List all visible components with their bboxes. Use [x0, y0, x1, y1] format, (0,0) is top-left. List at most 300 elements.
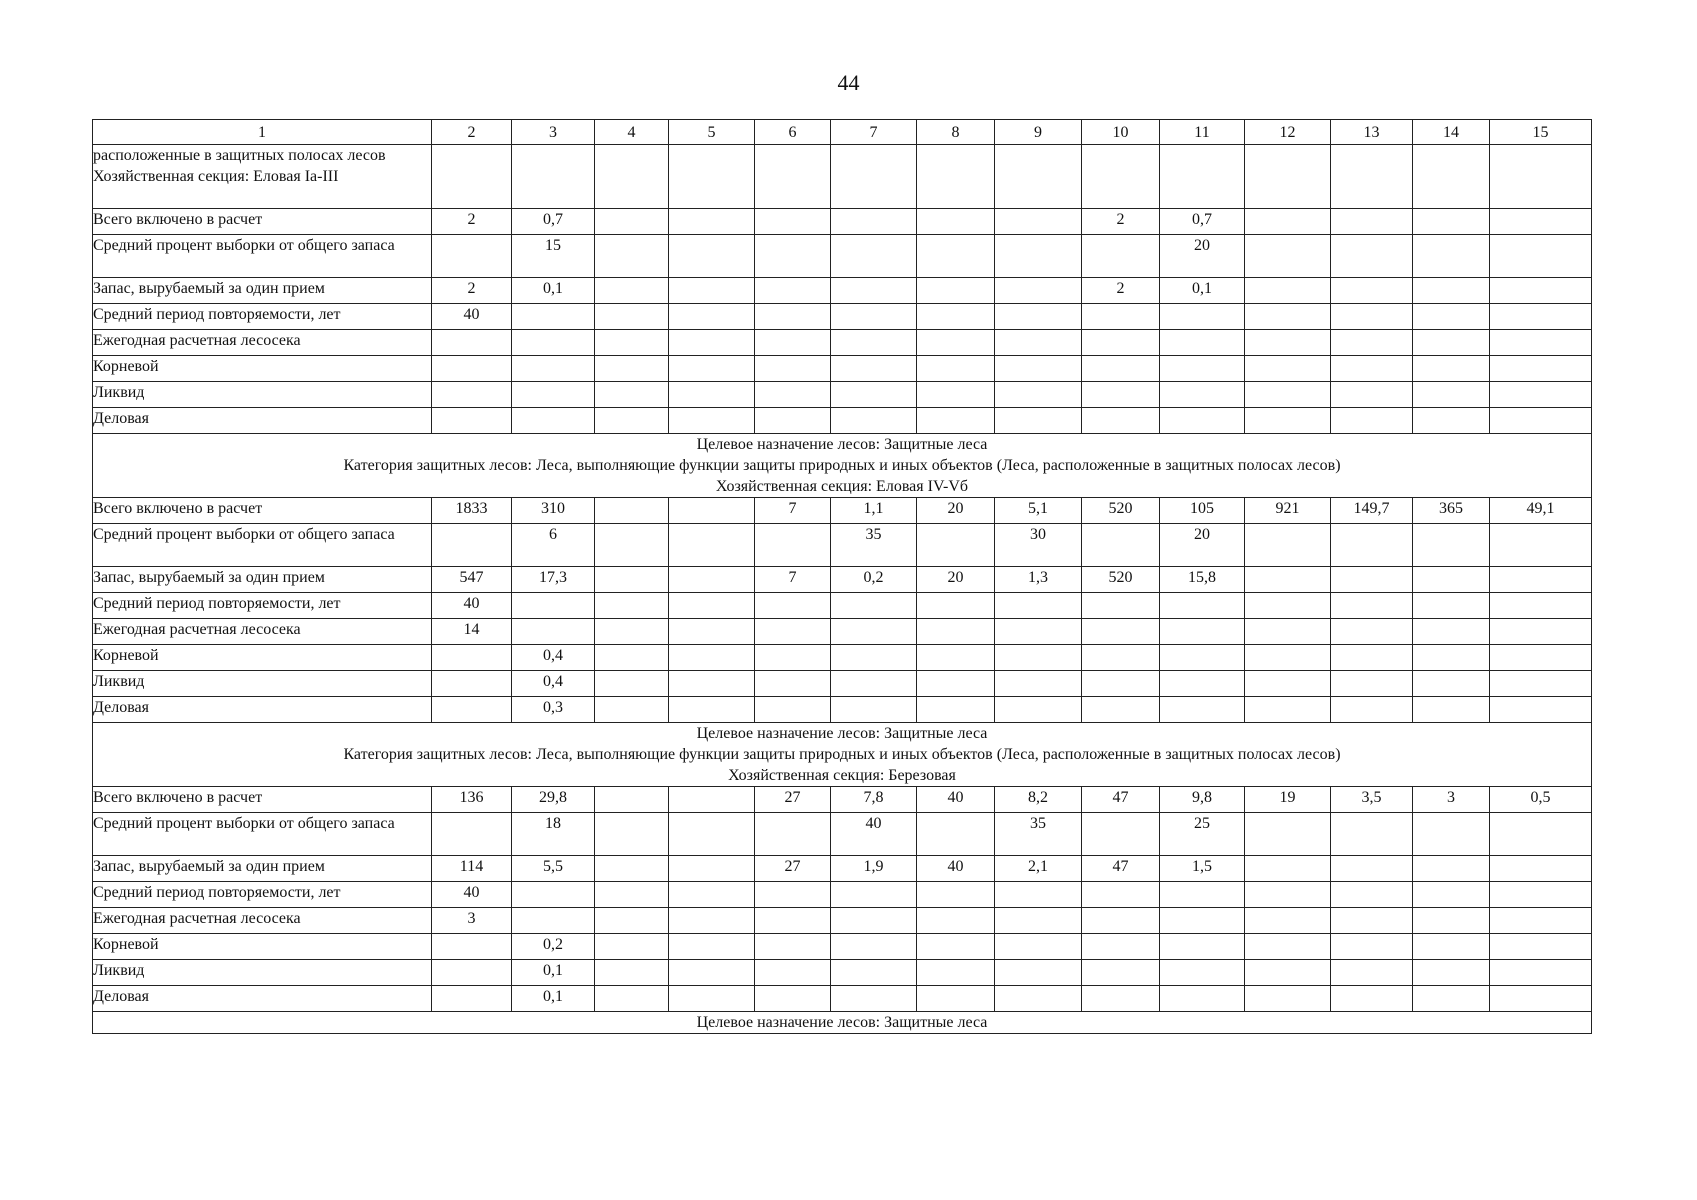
table-row [93, 934, 1592, 960]
table-cell: 0,1 [1160, 278, 1245, 304]
row-label: Ликвид [93, 960, 432, 986]
table-cell [669, 356, 755, 382]
table-cell [1160, 330, 1245, 356]
table-cell [831, 697, 917, 723]
table-cell: 47 [1082, 787, 1160, 813]
table-cell [1331, 908, 1413, 934]
column-number: 13 [1331, 120, 1413, 145]
table-cell [1490, 382, 1592, 408]
table-cell: 20 [1160, 235, 1245, 278]
row-label: Всего включено в расчет [93, 209, 432, 235]
table-cell [831, 645, 917, 671]
table-cell [755, 304, 831, 330]
table-row [93, 235, 1592, 278]
table-body [93, 120, 1592, 1034]
table-cell [1413, 593, 1490, 619]
table-cell [595, 330, 669, 356]
table-cell [1245, 567, 1331, 593]
row-label: Запас, вырубаемый за один прием [93, 567, 432, 593]
table-cell [1413, 382, 1490, 408]
table-cell [1245, 934, 1331, 960]
table-cell [755, 619, 831, 645]
table-cell: 0,2 [831, 567, 917, 593]
table-cell [755, 356, 831, 382]
column-number: 6 [755, 120, 831, 145]
table-cell [1245, 145, 1331, 209]
table-row [93, 986, 1592, 1012]
table-cell [1160, 619, 1245, 645]
table-cell [1082, 382, 1160, 408]
table-cell [831, 986, 917, 1012]
row-label: Корневой [93, 356, 432, 382]
table-cell [669, 986, 755, 1012]
table-cell: 0,1 [512, 960, 595, 986]
table-cell [595, 235, 669, 278]
table-cell [1490, 934, 1592, 960]
column-number: 8 [917, 120, 995, 145]
row-label: Ликвид [93, 382, 432, 408]
table-cell [669, 813, 755, 856]
table-cell [1160, 593, 1245, 619]
table-cell [995, 960, 1082, 986]
table-cell [995, 330, 1082, 356]
table-cell [831, 235, 917, 278]
table-cell [669, 145, 755, 209]
row-label: Всего включено в расчет [93, 787, 432, 813]
table-cell [1082, 408, 1160, 434]
table-row [93, 787, 1592, 813]
row-label: Ежегодная расчетная лесосека [93, 908, 432, 934]
table-cell [1331, 209, 1413, 235]
table-cell [1413, 145, 1490, 209]
section-header-row [93, 723, 1592, 787]
table-cell [1245, 235, 1331, 278]
table-cell: 18 [512, 813, 595, 856]
table-cell [1160, 697, 1245, 723]
table-cell: 40 [432, 882, 512, 908]
table-cell [1490, 209, 1592, 235]
table-cell [1082, 697, 1160, 723]
table-cell [1082, 908, 1160, 934]
table-cell [669, 235, 755, 278]
table-cell [595, 498, 669, 524]
table-cell: 1,9 [831, 856, 917, 882]
table-cell: 2,1 [995, 856, 1082, 882]
table-row [93, 145, 1592, 209]
table-cell [1413, 330, 1490, 356]
section-header-row [93, 434, 1592, 498]
table-cell [917, 882, 995, 908]
table-cell [755, 408, 831, 434]
table-row [93, 498, 1592, 524]
table-cell: 149,7 [1331, 498, 1413, 524]
table-cell: 47 [1082, 856, 1160, 882]
table-cell: 20 [917, 567, 995, 593]
table-cell [1331, 356, 1413, 382]
table-cell [432, 697, 512, 723]
row-label: Корневой [93, 934, 432, 960]
table-cell [1331, 278, 1413, 304]
table-row [93, 278, 1592, 304]
table-cell: 14 [432, 619, 512, 645]
table-cell [917, 813, 995, 856]
table-cell [595, 382, 669, 408]
table-cell: 29,8 [512, 787, 595, 813]
table-cell [917, 382, 995, 408]
table-cell [669, 882, 755, 908]
table-cell [831, 593, 917, 619]
table-cell: 0,2 [512, 934, 595, 960]
table-cell [755, 882, 831, 908]
table-cell [1331, 856, 1413, 882]
table-cell: 310 [512, 498, 595, 524]
table-cell [1160, 304, 1245, 330]
table-cell: 547 [432, 567, 512, 593]
table-cell: 40 [917, 856, 995, 882]
page-number: 44 [837, 70, 860, 95]
table-cell: 40 [432, 304, 512, 330]
table-cell [1490, 593, 1592, 619]
table-cell [755, 593, 831, 619]
row-label: Ликвид [93, 671, 432, 697]
table-row [93, 619, 1592, 645]
table-cell [1245, 304, 1331, 330]
table-cell [595, 619, 669, 645]
table-cell [669, 382, 755, 408]
table-cell [831, 304, 917, 330]
table-cell [595, 278, 669, 304]
table-cell [432, 986, 512, 1012]
section-header [93, 1012, 1592, 1034]
table-cell [995, 304, 1082, 330]
row-label: Деловая [93, 408, 432, 434]
table-cell [595, 787, 669, 813]
table-cell [917, 593, 995, 619]
table-cell [831, 330, 917, 356]
table-cell [595, 209, 669, 235]
column-number: 12 [1245, 120, 1331, 145]
table-cell [831, 209, 917, 235]
table-cell [1160, 645, 1245, 671]
table-cell: 40 [917, 787, 995, 813]
table-cell [917, 524, 995, 567]
table-cell: 3,5 [1331, 787, 1413, 813]
table-cell: 30 [995, 524, 1082, 567]
table-cell: 15 [512, 235, 595, 278]
table-cell: 7,8 [831, 787, 917, 813]
table-row [93, 330, 1592, 356]
table-cell [1413, 235, 1490, 278]
table-cell [595, 856, 669, 882]
table-cell [595, 524, 669, 567]
table-cell [995, 882, 1082, 908]
forest-calculation-table [92, 119, 1592, 1034]
table-cell: 520 [1082, 498, 1160, 524]
table-cell [432, 408, 512, 434]
table-cell [917, 235, 995, 278]
table-cell [669, 209, 755, 235]
table-cell: 15,8 [1160, 567, 1245, 593]
table-cell [1160, 908, 1245, 934]
table-cell [917, 960, 995, 986]
table-cell: 40 [432, 593, 512, 619]
table-cell [995, 145, 1082, 209]
row-label: Деловая [93, 697, 432, 723]
column-number: 9 [995, 120, 1082, 145]
table-cell: 2 [432, 209, 512, 235]
table-cell [595, 697, 669, 723]
table-cell [669, 619, 755, 645]
table-cell [995, 934, 1082, 960]
table-cell [755, 986, 831, 1012]
row-label: Ежегодная расчетная лесосека [93, 619, 432, 645]
table-cell [669, 524, 755, 567]
table-cell [595, 145, 669, 209]
table-cell [1160, 934, 1245, 960]
table-cell: 9,8 [1160, 787, 1245, 813]
table-cell [1490, 986, 1592, 1012]
table-cell [755, 934, 831, 960]
table-cell [1160, 356, 1245, 382]
table-cell [1245, 986, 1331, 1012]
table-cell: 17,3 [512, 567, 595, 593]
table-cell [755, 813, 831, 856]
table-cell [669, 498, 755, 524]
table-cell: 1,5 [1160, 856, 1245, 882]
table-cell [1245, 330, 1331, 356]
table-cell [831, 408, 917, 434]
table-cell [831, 278, 917, 304]
table-cell [512, 908, 595, 934]
table-cell [1245, 382, 1331, 408]
column-number-row [93, 120, 1592, 145]
table-cell [1490, 813, 1592, 856]
table-cell [1245, 856, 1331, 882]
table-cell [831, 145, 917, 209]
column-number: 10 [1082, 120, 1160, 145]
table-cell [1331, 524, 1413, 567]
table-cell [1160, 986, 1245, 1012]
table-cell [1490, 882, 1592, 908]
table-cell [1331, 934, 1413, 960]
table-cell: 5,1 [995, 498, 1082, 524]
table-cell [995, 356, 1082, 382]
table-cell [1082, 593, 1160, 619]
table-cell [512, 145, 595, 209]
column-number: 7 [831, 120, 917, 145]
row-label: Средний период повторяемости, лет [93, 593, 432, 619]
row-label: Всего включено в расчет [93, 498, 432, 524]
table-cell [831, 908, 917, 934]
table-cell [1413, 960, 1490, 986]
table-cell [1160, 882, 1245, 908]
table-row [93, 209, 1592, 235]
table-cell [1331, 671, 1413, 697]
table-cell [831, 356, 917, 382]
table-cell [1413, 813, 1490, 856]
table-cell [755, 330, 831, 356]
table-cell [1082, 960, 1160, 986]
table-cell [917, 408, 995, 434]
table-cell [595, 304, 669, 330]
table-cell [995, 645, 1082, 671]
table-cell [755, 235, 831, 278]
table-cell: 20 [1160, 524, 1245, 567]
table-cell [1082, 619, 1160, 645]
table-cell [595, 356, 669, 382]
table-cell: 2 [432, 278, 512, 304]
table-cell [995, 209, 1082, 235]
table-cell [917, 697, 995, 723]
table-cell [432, 235, 512, 278]
table-cell [595, 882, 669, 908]
table-cell [1490, 856, 1592, 882]
table-cell [512, 330, 595, 356]
table-cell [1413, 986, 1490, 1012]
table-cell [1245, 697, 1331, 723]
table-cell: 8,2 [995, 787, 1082, 813]
table-cell [831, 882, 917, 908]
table-cell: 3 [432, 908, 512, 934]
table-cell [1082, 356, 1160, 382]
table-cell [669, 330, 755, 356]
table-row [93, 908, 1592, 934]
table-cell: 105 [1160, 498, 1245, 524]
table-cell [1331, 645, 1413, 671]
table-cell [1413, 697, 1490, 723]
table-cell [1331, 619, 1413, 645]
table-cell [1160, 382, 1245, 408]
table-row [93, 524, 1592, 567]
table-cell [1082, 145, 1160, 209]
table-cell [512, 408, 595, 434]
table-cell [995, 697, 1082, 723]
table-cell: 3 [1413, 787, 1490, 813]
table-cell [595, 645, 669, 671]
table-cell [831, 671, 917, 697]
row-label: Корневой [93, 645, 432, 671]
table-cell [1331, 235, 1413, 278]
table-cell [432, 671, 512, 697]
table-cell [432, 645, 512, 671]
table-cell [432, 934, 512, 960]
table-cell [1331, 145, 1413, 209]
column-number: 2 [432, 120, 512, 145]
table-cell [669, 787, 755, 813]
row-label: Запас, вырубаемый за один прием [93, 278, 432, 304]
table-cell [755, 960, 831, 986]
table-cell [1245, 882, 1331, 908]
table-cell [1082, 330, 1160, 356]
table-cell: 2 [1082, 209, 1160, 235]
table-cell [1245, 278, 1331, 304]
table-cell [669, 856, 755, 882]
table-cell [1082, 934, 1160, 960]
table-cell [1413, 408, 1490, 434]
table-cell [595, 813, 669, 856]
table-row [93, 645, 1592, 671]
table-cell [1160, 408, 1245, 434]
table-cell [1413, 934, 1490, 960]
table-cell [432, 145, 512, 209]
table-cell [669, 934, 755, 960]
row-label: Средний процент выборки от общего запаса [93, 235, 432, 278]
row-label: Средний период повторяемости, лет [93, 882, 432, 908]
table-cell [1413, 619, 1490, 645]
table-cell [1413, 524, 1490, 567]
table-row [93, 856, 1592, 882]
table-cell [669, 908, 755, 934]
table-cell [1082, 813, 1160, 856]
column-number: 14 [1413, 120, 1490, 145]
section-header [93, 723, 1592, 787]
table-cell: 40 [831, 813, 917, 856]
table-cell: 0,4 [512, 645, 595, 671]
table-cell [917, 934, 995, 960]
table-cell: 5,5 [512, 856, 595, 882]
table-cell [1245, 813, 1331, 856]
table-cell [432, 960, 512, 986]
table-cell [1245, 645, 1331, 671]
table-cell [1413, 567, 1490, 593]
table-cell [1490, 697, 1592, 723]
section-header-row [93, 1012, 1592, 1034]
table-cell: 0,7 [512, 209, 595, 235]
table-cell [669, 567, 755, 593]
section-category: Категория защитных лесов: Леса, выполняющие функции защиты природных и иных объектов (Леса, расположенные в защитных полосах лесов) [343, 457, 1341, 474]
table-cell: 0,3 [512, 697, 595, 723]
table-cell: 2 [1082, 278, 1160, 304]
column-number: 11 [1160, 120, 1245, 145]
table-cell [1331, 408, 1413, 434]
table-cell [831, 382, 917, 408]
section-purpose: Целевое назначение лесов: Защитные леса [696, 1014, 988, 1031]
table-cell [995, 382, 1082, 408]
table-cell [512, 304, 595, 330]
table-cell [1490, 145, 1592, 209]
table-cell [995, 593, 1082, 619]
table-cell [512, 382, 595, 408]
table-cell [669, 593, 755, 619]
table-cell [1490, 356, 1592, 382]
table-cell: 0,7 [1160, 209, 1245, 235]
table-cell [669, 645, 755, 671]
table-cell: 49,1 [1490, 498, 1592, 524]
table-cell: 114 [432, 856, 512, 882]
table-cell [1413, 356, 1490, 382]
row-label: Запас, вырубаемый за один прием [93, 856, 432, 882]
table-cell [1490, 960, 1592, 986]
section-econ: Хозяйственная секция: Еловая IV-Vб [715, 478, 969, 495]
table-cell [1490, 908, 1592, 934]
table-cell [755, 524, 831, 567]
table-cell [1413, 209, 1490, 235]
table-cell [1082, 645, 1160, 671]
table-cell [1490, 330, 1592, 356]
table-cell [755, 382, 831, 408]
table-cell [917, 330, 995, 356]
table-cell [1490, 671, 1592, 697]
table-cell [1245, 524, 1331, 567]
table-cell [755, 645, 831, 671]
table-cell: 0,5 [1490, 787, 1592, 813]
table-cell: 1833 [432, 498, 512, 524]
table-cell [512, 356, 595, 382]
table-cell [995, 908, 1082, 934]
table-cell: 6 [512, 524, 595, 567]
table-cell: 35 [831, 524, 917, 567]
section-econ: Хозяйственная секция: Березовая [728, 767, 956, 784]
